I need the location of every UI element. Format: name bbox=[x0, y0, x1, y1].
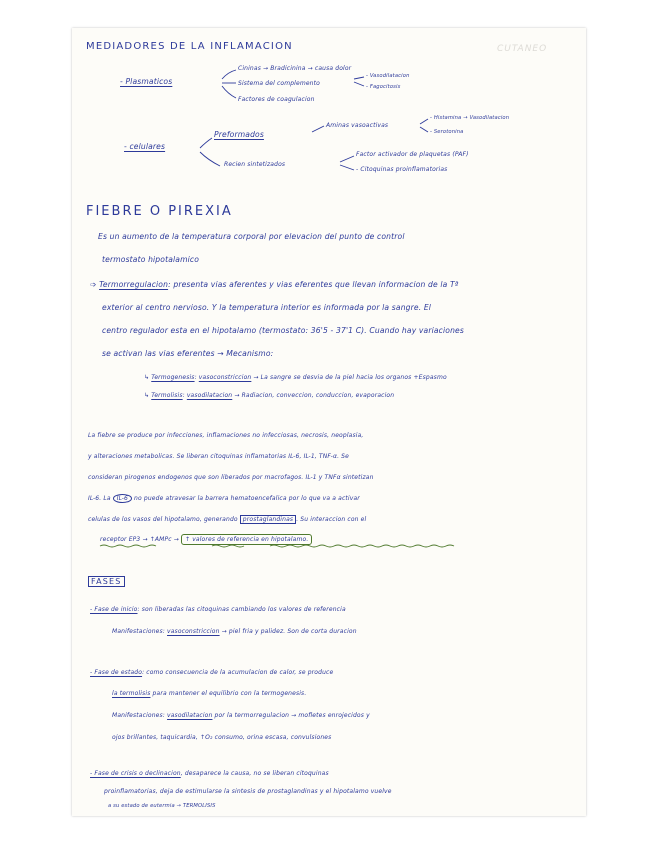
termolisis-arrow: ↳ bbox=[144, 392, 150, 399]
fase-estado-line-3 bbox=[112, 712, 370, 719]
aminas-item-serotonina: - Serotonina bbox=[430, 129, 464, 135]
termorregulacion-line-3: centro regulador esta en el hipotalamo (termostato: 36'5 - 37'1 C). Cuando hay variaciones bbox=[102, 326, 464, 335]
mediadores-title: MEDIADORES DE LA INFLAMACION bbox=[86, 41, 293, 52]
bleed-through-text: CUTANEO bbox=[497, 44, 548, 54]
notebook-page bbox=[72, 28, 586, 816]
termogenesis-arrow: ↳ bbox=[144, 374, 150, 381]
termolisis-label: Termolisis bbox=[151, 392, 183, 399]
termolisis-detail: → Radiacion, conveccion, conduccion, evaporacion bbox=[234, 392, 395, 399]
fase-inicio-detail: → piel fria y palidez. Son de corta duracion bbox=[221, 628, 357, 635]
causas-line-5 bbox=[88, 516, 366, 523]
celulares-label: - celulares bbox=[124, 142, 166, 151]
termolisis-line: ↳ Termolisis: vasodilatacion → Radiacion, conveccion, conduccion, evaporacion bbox=[144, 392, 395, 399]
fase-estado-line-1 bbox=[90, 669, 333, 676]
preformados-label: Preformados bbox=[214, 130, 264, 139]
causas-line-3: consideran pirogenos endogenos que son liberados por macrofagos. IL-1 y TNFα sintetizan bbox=[88, 474, 374, 481]
line-to-fagocitosis bbox=[354, 82, 364, 86]
line-to-sintetizados bbox=[200, 152, 220, 166]
prostaglandinas-boxed: prostaglandinas bbox=[240, 515, 296, 524]
complemento-effect-fagocitosis: - Fagocitosis bbox=[366, 84, 401, 90]
complemento-effect-vasodilatacion: - Vasodilatacion bbox=[366, 73, 410, 79]
fase-estado-equilibrio: para mantener el equilibrio con la termogenesis. bbox=[152, 690, 307, 697]
fase-estado-label: - Fase de estado bbox=[90, 669, 143, 676]
line-to-histamina bbox=[420, 119, 428, 124]
line-to-preformados bbox=[200, 138, 212, 148]
celulas-pre: celulas de los vasos del hipotalamo, generando bbox=[88, 516, 238, 523]
line-to-coagulacion bbox=[222, 86, 236, 98]
plasmaticos-label: - Plasmaticos bbox=[120, 77, 173, 86]
line-to-paf bbox=[340, 156, 354, 162]
plasmaticos-item-complemento: Sistema del complemento bbox=[238, 80, 320, 87]
line-to-cininas bbox=[222, 70, 236, 79]
sintetizados-label: Recien sintetizados bbox=[224, 161, 286, 168]
fase-estado-manifestaciones: Manifestaciones: bbox=[112, 712, 165, 719]
fase-inicio-line-1 bbox=[90, 606, 346, 613]
fase-crisis-line-3: a su estado de eutermia → TERMOLISIS bbox=[108, 803, 216, 809]
wavy-underline-receptor bbox=[100, 545, 156, 547]
celulas-post: . Su interaccion con el bbox=[296, 516, 367, 523]
fiebre-definition-line-1: Es un aumento de la temperatura corporal por elevacion del punto de control bbox=[98, 232, 405, 241]
fase-inicio-label: - Fase de inicio bbox=[90, 606, 138, 613]
causas-line-6 bbox=[100, 536, 312, 543]
line-to-serotonina bbox=[420, 127, 428, 132]
fase-inicio-text: : son liberadas las citoquinas cambiando los valores de referencia bbox=[137, 606, 346, 613]
termolisis-mechanism: vasodilatacion bbox=[186, 392, 233, 399]
il6-circled: IL-6 bbox=[113, 494, 132, 503]
aminas-label: Aminas vasoactivas bbox=[326, 122, 389, 129]
fase-crisis-text: , desaparece la causa, no se liberan citoquinas bbox=[180, 770, 329, 777]
line-to-aminas bbox=[312, 126, 324, 132]
termorregulacion-label: Termorregulacion bbox=[99, 280, 169, 289]
fase-estado-mechanism: vasodilatacion bbox=[167, 712, 213, 719]
fase-crisis-line-1 bbox=[90, 770, 329, 777]
fase-estado-text: : como consecuencia de la acumulacion de calor, se produce bbox=[142, 669, 334, 676]
termogenesis-mechanism: vasoconstriccion bbox=[198, 374, 252, 381]
fase-inicio-line-2 bbox=[112, 628, 357, 635]
sintetizados-item-citoquinas: - Citoquinas proinflamatorias bbox=[356, 166, 448, 173]
fiebre-definition-line-2: termostato hipotalamico bbox=[102, 255, 199, 264]
causas-line-2: y alteraciones metabolicas. Se liberan citoquinas inflamatorias IL-6, IL-1, TNF-α. Se bbox=[88, 453, 349, 460]
termorregulacion-line-4: se activan las vias eferentes → Mecanismo: bbox=[102, 349, 274, 358]
fase-estado-detail: por la termorregulacion → mofletes enrojecidos y bbox=[214, 712, 370, 719]
fiebre-title: FIEBRE O PIREXIA bbox=[86, 204, 233, 219]
fase-crisis-label: - Fase de crisis o declinacion bbox=[90, 770, 181, 777]
causas-line-4 bbox=[88, 495, 360, 502]
fase-inicio-mechanism: vasoconstriccion bbox=[167, 628, 220, 635]
ampc-arrow: → ↑AMPc → bbox=[142, 536, 179, 543]
line-to-citoquinas bbox=[340, 165, 354, 170]
causas-line-1: La fiebre se produce por infecciones, inflamaciones no infecciosas, necrosis, neoplasia, bbox=[88, 432, 364, 439]
il6-post: no puede atravesar la barrera hematoencefalica por lo que va a activar bbox=[134, 495, 360, 502]
aminas-item-histamina: - Histamina → Vasodilatacion bbox=[430, 115, 510, 121]
termogenesis-line: ↳ Termogenesis: vasoconstriccion → La sangre se desvia de la piel hacia los organos +Espasmo bbox=[144, 374, 447, 381]
wavy-underline-valores bbox=[270, 545, 454, 547]
fases-title: FASES bbox=[88, 576, 125, 587]
termogenesis-detail: → La sangre se desvia de la piel hacia los organos +Espasmo bbox=[253, 374, 447, 381]
causas-il6-ref: IL-6. bbox=[88, 495, 102, 502]
receptor-ep3: receptor EP3 bbox=[100, 536, 141, 543]
plasmaticos-item-cininas: Cininas → Bradicinina → causa dolor bbox=[238, 65, 352, 72]
fase-inicio-manifestaciones: Manifestaciones: bbox=[112, 628, 165, 635]
termogenesis-label: Termogenesis bbox=[151, 374, 195, 381]
il6-pre: La bbox=[103, 495, 111, 502]
termorregulacion-text-1: : presenta vias aferentes y vias eferentes que llevan informacion de la Tª bbox=[168, 280, 459, 289]
termorregulacion-line-1: ➩ Termorregulacion: presenta vias aferentes y vias eferentes que llevan informacion de la Tª bbox=[90, 280, 459, 289]
fase-estado-line-4: ojos brillantes, taquicardia, ↑O₂ consumo, orina escasa, convulsiones bbox=[112, 734, 332, 741]
fase-estado-line-2 bbox=[112, 690, 306, 697]
sintetizados-item-paf: Factor activador de plaquetas (PAF) bbox=[356, 151, 469, 158]
plasmaticos-item-coagulacion: Factores de coagulacion bbox=[238, 96, 315, 103]
termorregulacion-line-2: exterior al centro nervioso. Y la temperatura interior es informada por la sangre. El bbox=[102, 303, 432, 312]
fase-estado-termolisis: la termolisis bbox=[112, 690, 151, 697]
fase-crisis-line-2: proinflamatorias, deja de estimularse la sintesis de prostaglandinas y el hipotalamo vuelve bbox=[104, 788, 392, 795]
line-to-vasodilatacion bbox=[354, 77, 364, 79]
valores-boxed: ↑ valores de referencia en hipotalamo. bbox=[181, 534, 312, 545]
wavy-underline-ampc bbox=[212, 545, 244, 547]
